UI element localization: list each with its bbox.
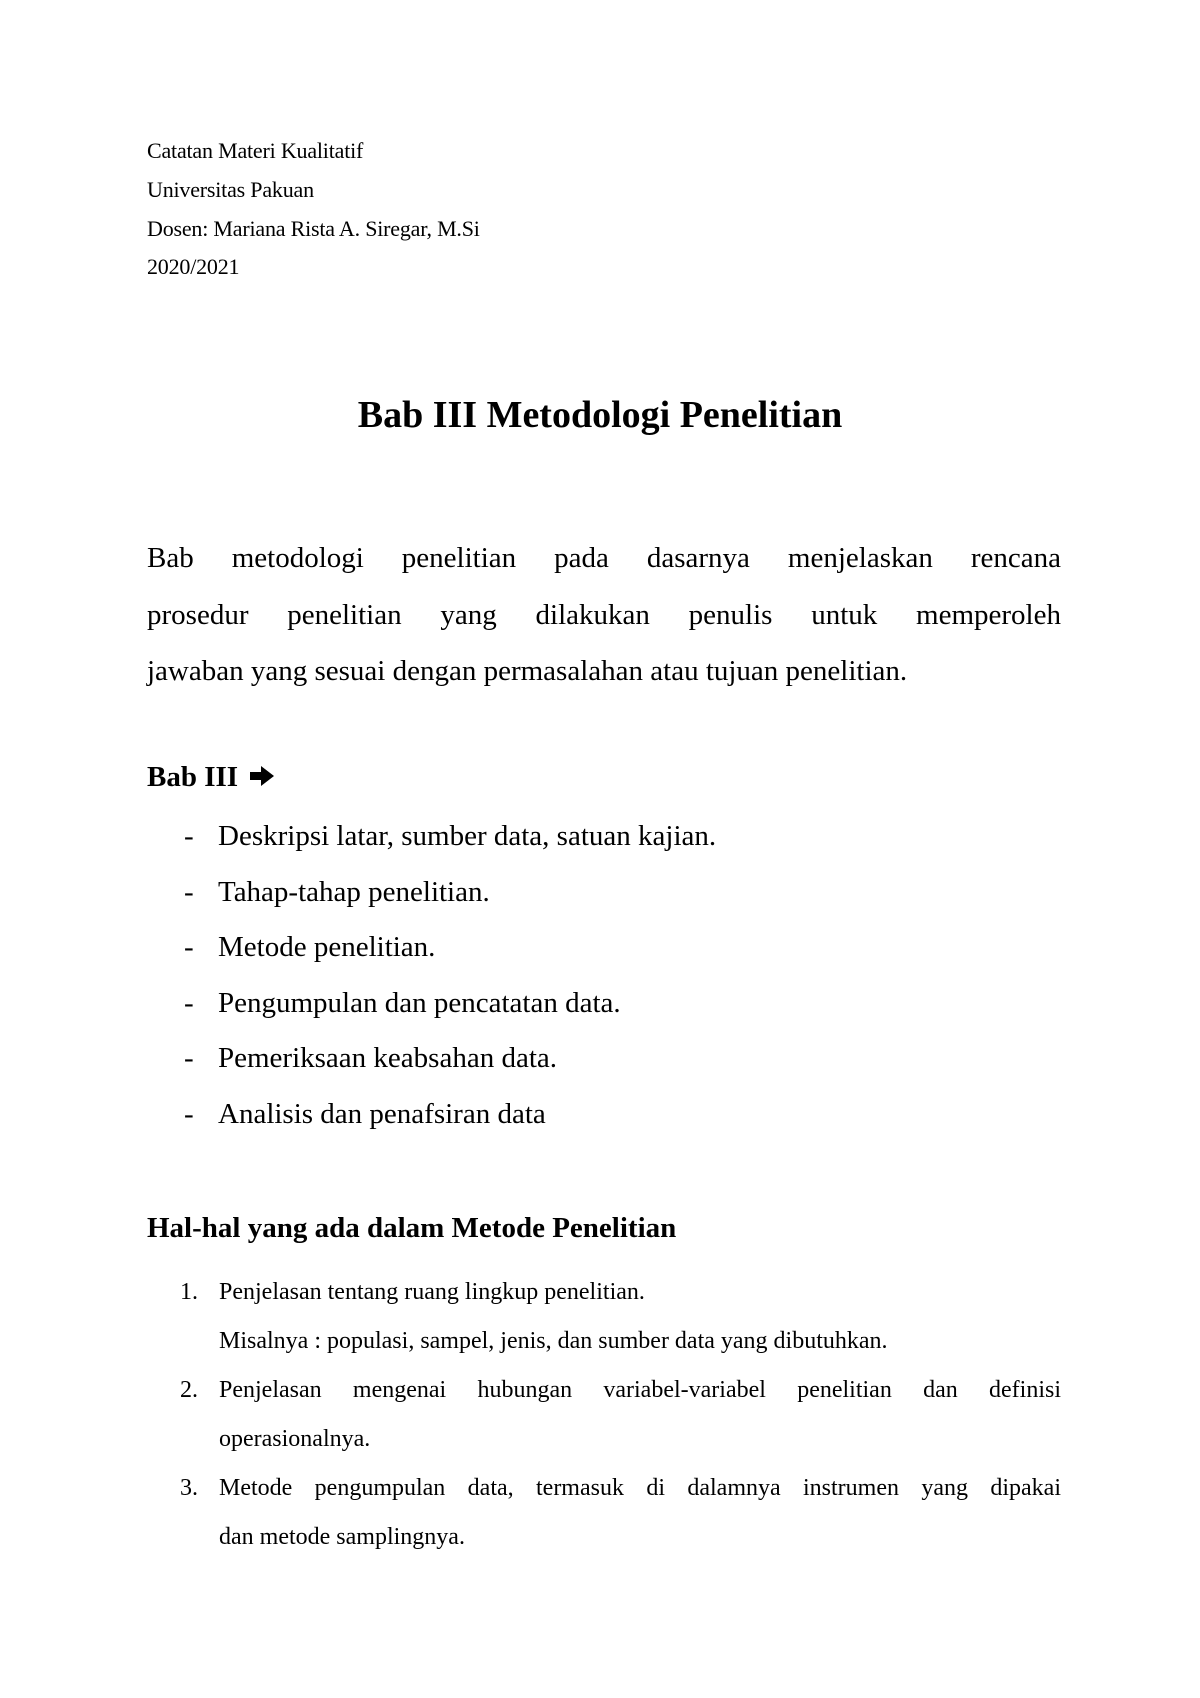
numbered-item	[147, 1268, 1061, 1366]
item-line: Metode pengumpulan data, termasuk di dalamnya instrumen yang dipakai	[219, 1475, 1061, 1501]
item-number: 3.	[180, 1475, 198, 1501]
numbered-item	[147, 1366, 1061, 1464]
list-item-text: Analisis dan penafsiran data	[218, 1097, 546, 1130]
document-title: Bab III Metodologi Penelitian	[357, 394, 843, 436]
list-item-text: Pemeriksaan keabsahan data.	[218, 1042, 557, 1074]
intro-line: Bab metodologi penelitian pada dasarnya menjelaskan rencana	[147, 542, 1061, 574]
section1-heading-text: Bab III	[147, 761, 239, 793]
section2-heading: Hal-hal yang ada dalam Metode Penelitian	[147, 1212, 677, 1244]
list-item-text: Pengumpulan dan pencatatan data.	[218, 986, 621, 1019]
dash-bullet: -	[184, 1097, 194, 1130]
dash-bullet: -	[184, 1042, 194, 1074]
list-item	[147, 929, 716, 985]
dash-bullet: -	[184, 931, 194, 963]
list-item-text: Tahap-tahap penelitian.	[218, 875, 490, 908]
intro-line: jawaban yang sesuai dengan permasalahan atau tujuan penelitian.	[147, 655, 908, 687]
section1-heading	[147, 759, 275, 795]
item-line: operasionalnya.	[219, 1426, 371, 1452]
numbered-item	[147, 1464, 1061, 1562]
dash-bullet: -	[184, 875, 194, 908]
item-line: dan metode samplingnya.	[219, 1524, 465, 1550]
list-item	[147, 874, 716, 930]
list-item	[147, 985, 716, 1041]
dash-bullet: -	[184, 820, 194, 852]
university-label: Universitas Pakuan	[147, 177, 314, 202]
intro-paragraph	[147, 530, 1061, 700]
lecturer-label: Dosen: Mariana Rista A. Siregar, M.Si	[147, 216, 480, 241]
year-label: 2020/2021	[147, 254, 240, 279]
list-item	[147, 1096, 716, 1152]
intro-line: prosedur penelitian yang dilakukan penulis untuk memperoleh	[147, 598, 1061, 631]
list-item-text: Metode penelitian.	[218, 931, 436, 963]
list-item-text: Deskripsi latar, sumber data, satuan kajian.	[218, 820, 717, 852]
list-item	[147, 818, 716, 874]
arrow-right-icon	[249, 764, 275, 788]
item-number: 1.	[180, 1279, 198, 1305]
item-line: Penjelasan tentang ruang lingkup penelitian.	[219, 1279, 645, 1305]
course-label: Catatan Materi Kualitatif	[147, 138, 364, 163]
chapter-contents-list	[147, 818, 716, 1151]
method-items-list	[147, 1268, 1061, 1562]
item-number: 2.	[180, 1377, 198, 1403]
list-item	[147, 1040, 716, 1096]
item-line: Misalnya : populasi, sampel, jenis, dan sumber data yang dibutuhkan.	[219, 1328, 888, 1354]
dash-bullet: -	[184, 986, 194, 1019]
item-line: Penjelasan mengenai hubungan variabel-variabel penelitian dan definisi	[219, 1377, 1061, 1403]
